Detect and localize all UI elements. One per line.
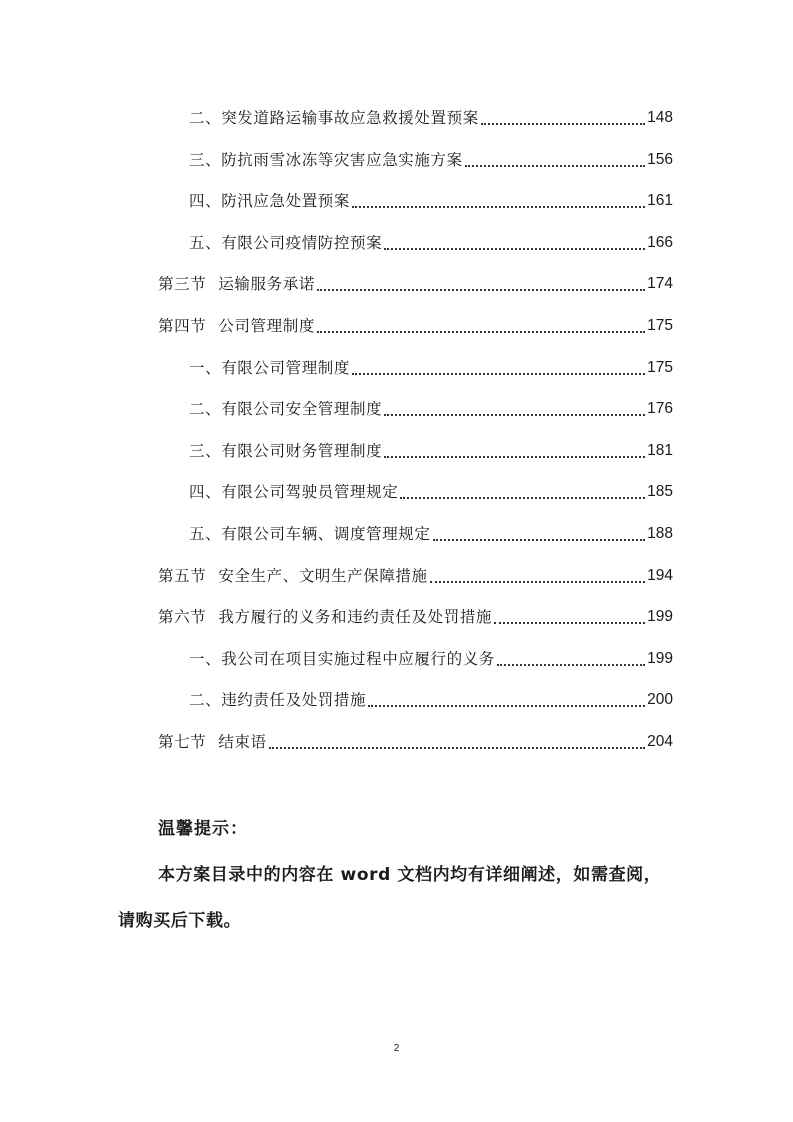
toc-section[interactable]: [158, 730, 673, 754]
toc-section-title: 安全生产、文明生产保障措施: [218, 567, 428, 585]
toc-entry-title: 三、防抗雨雪冰冻等灾害应急实施方案: [189, 151, 463, 169]
toc-dot-leader: [400, 483, 645, 499]
toc-section-label: 第四节: [158, 317, 207, 335]
toc-dot-leader: [433, 525, 646, 541]
toc-section-title: 我方履行的义务和违约责任及处罚措施: [218, 608, 493, 626]
toc-entry-page: 185: [647, 483, 673, 500]
tip-heading: 温馨提示：: [158, 819, 248, 839]
toc-section-title: 公司管理制度: [218, 317, 315, 335]
toc-dot-leader: [368, 691, 645, 707]
toc-entry-page: 148: [647, 109, 673, 126]
toc-dot-leader: [352, 359, 645, 375]
toc-entry-page: 161: [647, 192, 673, 209]
toc-entry-title: 五、有限公司车辆、调度管理规定: [189, 525, 431, 543]
toc-dot-leader: [494, 608, 645, 624]
toc-dot-leader: [384, 400, 645, 416]
toc-entry[interactable]: [189, 647, 673, 671]
toc-entry-page: 194: [647, 567, 673, 584]
toc-entry-page: 166: [647, 234, 673, 251]
toc-dot-leader: [384, 234, 645, 250]
tip-body: 本方案目录中的内容在 word 文档内均有详细阐述，如需查阅，请购买后下载。: [118, 865, 662, 931]
toc-entry-page: 175: [647, 317, 673, 334]
toc-section-label: 第七节: [158, 733, 207, 751]
toc-entry[interactable]: [189, 189, 673, 213]
toc-dot-leader: [497, 650, 645, 666]
toc-entry-page: 199: [647, 650, 673, 667]
toc-entry-title: 五、有限公司疫情防控预案: [189, 234, 383, 252]
toc-section-label: 第六节: [158, 608, 207, 626]
toc-entry-title: 三、有限公司财务管理制度: [189, 442, 383, 460]
toc-section-label: 第三节: [158, 275, 207, 293]
toc-entry-page: 199: [647, 608, 673, 625]
toc-dot-leader: [481, 109, 645, 125]
toc-entry[interactable]: [189, 522, 673, 546]
toc-section[interactable]: [158, 605, 673, 629]
toc-entry-page: 200: [647, 691, 673, 708]
toc-entry-page: 175: [647, 359, 673, 376]
toc-entry-page: 176: [647, 400, 673, 417]
toc-section-title: 运输服务承诺: [218, 275, 315, 293]
toc-section[interactable]: [158, 272, 673, 296]
toc-dot-leader: [269, 733, 646, 749]
toc-entry[interactable]: [189, 480, 673, 504]
toc-entry-title: 四、有限公司驾驶员管理规定: [189, 483, 399, 501]
toc-entry[interactable]: [189, 439, 673, 463]
toc-dot-leader: [384, 442, 645, 458]
toc-entry[interactable]: [189, 106, 673, 130]
toc-entry-page: 181: [647, 442, 673, 459]
toc-dot-leader: [465, 151, 645, 167]
toc-entry-title: 二、违约责任及处罚措施: [189, 691, 367, 709]
toc-dot-leader: [430, 567, 646, 583]
page-number: 2: [393, 1043, 400, 1054]
toc-entry-title: 一、有限公司管理制度: [189, 359, 351, 377]
toc-dot-leader: [317, 275, 645, 291]
toc-entry-title: 二、突发道路运输事故应急救援处置预案: [189, 109, 479, 127]
toc-entry-title: 一、我公司在项目实施过程中应履行的义务: [189, 650, 495, 668]
toc-entry-page: 204: [647, 733, 673, 750]
toc-entry[interactable]: [189, 231, 673, 255]
toc-section[interactable]: [158, 564, 673, 588]
toc-section-title: 结束语: [218, 733, 267, 751]
toc-entry[interactable]: [189, 397, 673, 421]
toc-section[interactable]: [158, 314, 673, 338]
toc-section-label: 第五节: [158, 567, 207, 585]
toc-entry-title: 四、防汛应急处置预案: [189, 192, 351, 210]
toc-entry-page: 174: [647, 275, 673, 292]
toc-entry[interactable]: [189, 356, 673, 380]
toc-dot-leader: [317, 317, 645, 333]
toc-entry-page: 156: [647, 151, 673, 168]
toc-entry[interactable]: [189, 688, 673, 712]
toc-entry[interactable]: [189, 148, 673, 172]
toc-dot-leader: [352, 192, 645, 208]
toc-entry-page: 188: [647, 525, 673, 542]
toc-entry-title: 二、有限公司安全管理制度: [189, 400, 383, 418]
